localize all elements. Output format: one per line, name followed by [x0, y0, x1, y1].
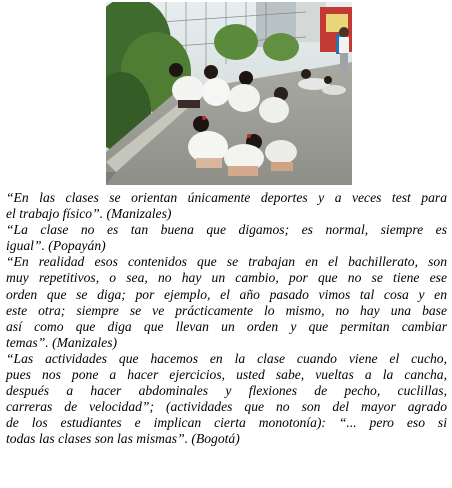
quotes-block [6, 190, 447, 448]
quote-line: “En realidad esos contenidos que se trabajan en el bachillerato, son [6, 254, 447, 270]
quote-line: “La clase no es tan buena que digamos; es normal, siempre es [6, 222, 447, 238]
quote-line: después a hacer abdominales y flexiones de pecho, cuclillas, [6, 383, 447, 399]
quote-manizales-2 [6, 254, 447, 351]
quote-line: igual”. (Popayán) [6, 238, 106, 254]
quote-popayan [6, 222, 447, 254]
quote-line: temas”. (Manizales) [6, 334, 118, 350]
quote-line: todas las clases son las mismas”. (Bogotá) [6, 431, 240, 447]
quote-line: el trabajo físico”. (Manizales) [6, 206, 172, 222]
quote-bogota [6, 351, 447, 448]
quote-line: así como que diga que llevan un orden y que permitan cambiar [6, 318, 447, 334]
quote-line: pues nos pone a hacer ejercicios, usted sabe, vueltas a la cancha, [6, 367, 447, 383]
quote-line: “En las clases se orientan únicamente deportes y a veces test para [6, 190, 447, 205]
quote-line: de los estudiantes e implican cierta monotonía): “... pero eso si [6, 415, 447, 431]
quote-line: “Las actividades que hacemos en la clase cuando viene el cucho, [6, 350, 447, 366]
quote-line: carreras de velocidad”; (actividades que no son del mayor agrado [6, 399, 447, 415]
students-exercise-photo [106, 2, 352, 185]
quote-manizales-1 [6, 190, 447, 222]
quote-line: muy repetitivos, o sea, no hay un cambio, por que no se tiene ese [6, 270, 447, 286]
quote-line: orden que se diga; por ejemplo, el año pasado vimos tal cosa y en [6, 286, 447, 302]
photo-students-exercising-icon [106, 2, 352, 185]
quote-line: este otra; siempre se ve prácticamente lo mismo, no hay una base [6, 302, 447, 318]
